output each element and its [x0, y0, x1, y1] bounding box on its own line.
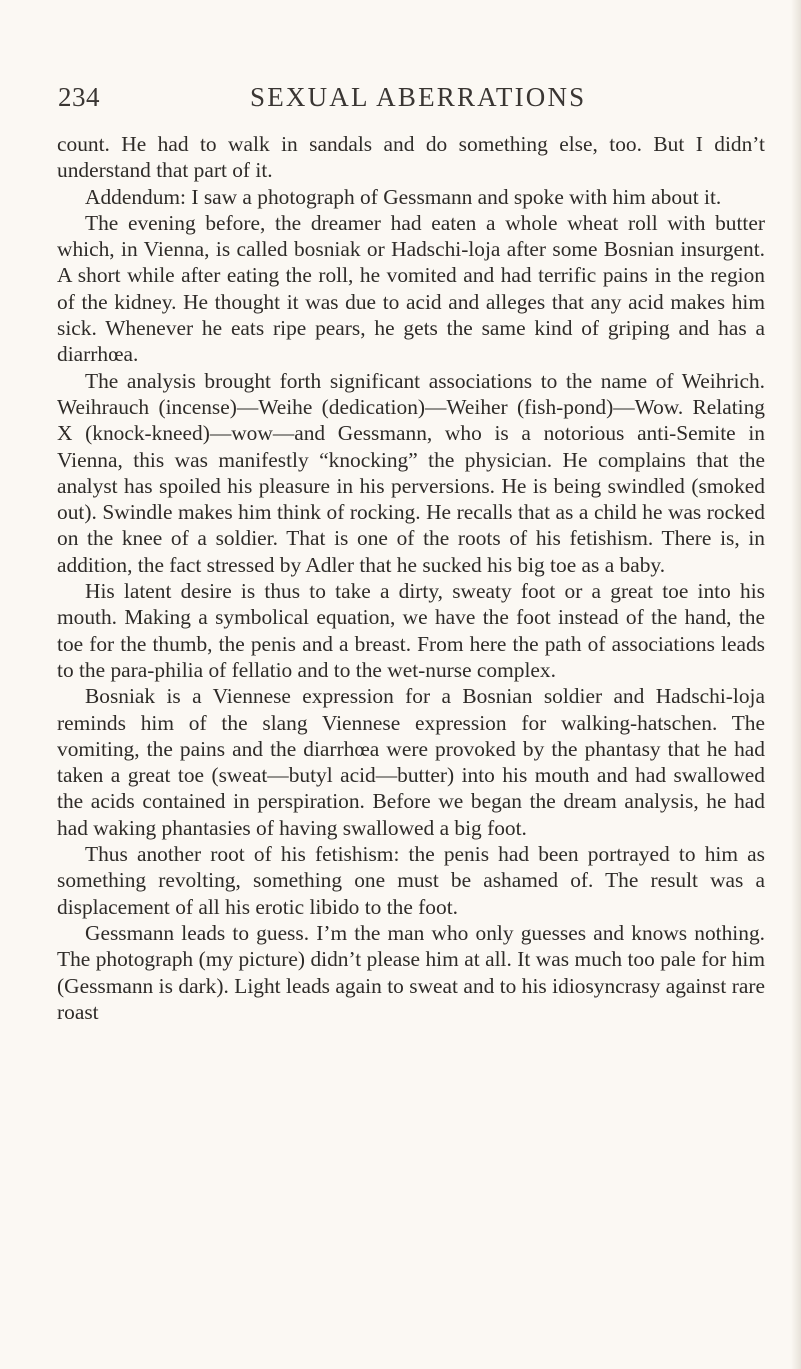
- running-head: SEXUAL ABERRATIONS: [250, 82, 587, 112]
- paragraph-gessmann: Gessmann leads to guess. I’m the man who only guesses and knows nothing. The photograph (my picture) didn’t please him at all. It was much too pale for him (Gessmann is dark). Light leads again to sweat and to his idiosyncrasy against rare roast: [57, 920, 765, 1024]
- paragraph-addendum: Addendum: I saw a photograph of Gessmann and spoke with him about it.: [85, 184, 722, 209]
- paragraph-analysis: The analysis brought forth significant associations to the name of Weihrich. Weihrauch (incense)—Weihe (dedication)—Weiher (fish-pond)—Wow. Relating X (knock-kneed)—wow—and Gessmann, who is a notorious anti-Semite in Vienna, this was manifestly “knocking” the physician. He complains that the analyst has spoiled his pleasure in his perversions. He is being swindled (smoked out). Swindle makes him think of rocking. He recalls that as a child he was rocked on the knee of a soldier. That is one of the roots of his fetishism. There is, in addition, the fact stressed by Adler that he sucked his big toe as a baby.: [57, 368, 765, 577]
- paragraph-evening-before: The evening before, the dreamer had eaten a whole wheat roll with butter which, in Vienna, is called bosniak or Hadschi-loja after some Bosnian insurgent. A short while after eating the roll, he vomited and had terrific pains in the region of the kidney. He thought it was due to acid and alleges that any acid makes him sick. Whenever he eats ripe pears, he gets the same kind of griping and has a diarrhœa.: [57, 210, 765, 367]
- page-number: 234: [58, 82, 100, 112]
- body-text: [57, 131, 765, 1025]
- paragraph-continuation: count. He had to walk in sandals and do something else, too. But I didn’t understand that part of it.: [57, 132, 765, 183]
- paragraph-another-root: Thus another root of his fetishism: the penis had been portrayed to him as something revolting, something one must be ashamed of. The result was a displacement of all his erotic libido to the foot.: [57, 842, 765, 919]
- paragraph-latent-desire: His latent desire is thus to take a dirty, sweaty foot or a great toe into his mouth. Making a symbolical equation, we have the foot instead of the hand, the toe for the thumb, the penis and a breast. From here the path of associations leads to the para-philia of fellatio and to the wet-nurse complex.: [57, 579, 765, 682]
- page-header: [58, 82, 758, 122]
- page-edge-shadow: [791, 0, 801, 1369]
- paragraph-bosniak: Bosniak is a Viennese expression for a Bosnian soldier and Hadschi-loja reminds him of the slang Viennese expression for walking-hatschen. The vomiting, the pains and the diarrhœa were provoked by the phantasy that he had taken a great toe (sweat—butyl acid—butter) into his mouth and had swallowed the acids contained in perspiration. Before we began the dream analysis, he had had waking phantasies of having swallowed a big foot.: [57, 684, 765, 840]
